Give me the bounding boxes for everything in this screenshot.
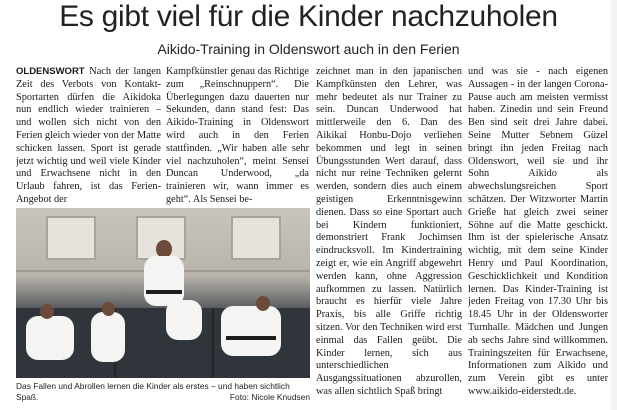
dateline: OLDENSWORT (16, 66, 85, 77)
child-figure (166, 300, 202, 340)
column-3-text: zeichnet man in den japanischen Kampfkünsten den Lehrer, was mehr bedeutet als nur Trainer zu sein. Duncan Underwood hat mittlerweile den 6. Dan des Aikikai Honbu-Dojo verliehen bekommen und legt in seinen Übungsstunden Wert darauf, dass nicht nur reine Techniken gelernt werden, sondern dies auch einem geistigen Erkenntnisgewinn dienen. Dass so eine Sportart auch bei Kindern funktioniert, demonstriert Frank Jochimsen eindrucksvoll. Im Kindertraining zeigt er, wie ein Angriff abgewehrt werden kann, ohne Aggression aufkommen zu lassen. Natürlich braucht es hierfür viele Jahre Praxis, bis alle Griffe richtig sitzen. Vor den Techniken wird erst einmal das Fallen geübt. Die Kinder lernen, sich aus unterschiedlichen Ausgangssituationen abzurollen, was allen sichtlich Spaß bringt (316, 66, 462, 397)
column-1-text: Nach der langen Zeit des Verbots von Kontakt-Sportarten dürfen die Aikidoka nun endlich wieder trainieren – und wollen sich nicht von den Ferien gleich wieder von der Matte schicken lassen. Sport ist gerade jetzt wichtig und weil viele Kinder und Erwachsene nicht in den Urlaub fahren, ist das Ferien-Angebot der (16, 66, 161, 205)
headline: Es gibt viel für die Kinder nachzuholen (59, 0, 558, 33)
article-column-4 (468, 66, 608, 406)
subheadline: Aikido-Training in Oldenswort auch in den Ferien (157, 41, 460, 57)
child-figure (221, 306, 281, 356)
article-column-3 (316, 66, 462, 406)
column-2-text: Kampfkünstler genau das Richtige zum „Reinschnuppern“. Die Überlegungen dazu dauerten nur Sekunden, dann stand fest: Das Aikido-Training in Oldenswort wird auch in den Ferien stattfinden. „Wir haben alle sehr viel nachzuholen“, meint Sensei Duncan Underwood, „da trainieren wir, wann immer es geht“. Als Sensei be- (166, 66, 309, 205)
column-4-text: und was sie - nach eigenen Aussagen - in der langen Corona-Pause auch am meisten vermisst haben. Zinedin und sein Freund Ben sind seit drei Jahre dabei. Seine Mutter Sebnem Güzel bringt ihn jeden Freitag nach Oldenswort, weil sie und ihr Sohn Aikido als abwechslungsreichen Sport schätzen. Der Witzworter Martin Grieße hat gleich zwei seiner Söhne auf die Matte geschickt. Ihm ist der spielerische Ansatz wichtig, mit dem seine Kinder Henry und Paul Koordination, Geschicklichkeit und Kondition lernen. Das Kinder-Training ist jeden Freitag von 17.30 Uhr bis 18.45 Uhr in der Oldensworter Turnhalle. Mädchen und Jungen ab sechs Jahre sind willkommen. Trainingszeiten für Erwachsene, Informationen zum Aikido und zum Verein gibt es unter www.aikido-eiderstedt.de. (468, 66, 608, 397)
article-photo (16, 208, 310, 378)
article-column-1 (16, 66, 161, 206)
caption-text: Das Fallen und Abrollen lernen die Kinder als erstes – und haben sichtlich Spaß. (16, 381, 290, 402)
article-column-2 (166, 66, 309, 206)
page-edge (611, 0, 617, 410)
gym-window (231, 216, 281, 260)
photo-credit: Foto: Nicole Knudsen (229, 392, 310, 402)
gym-window (46, 216, 96, 260)
child-figure (26, 316, 74, 360)
photo-caption (16, 381, 310, 403)
child-figure (91, 312, 125, 362)
instructor-figure (144, 256, 184, 306)
